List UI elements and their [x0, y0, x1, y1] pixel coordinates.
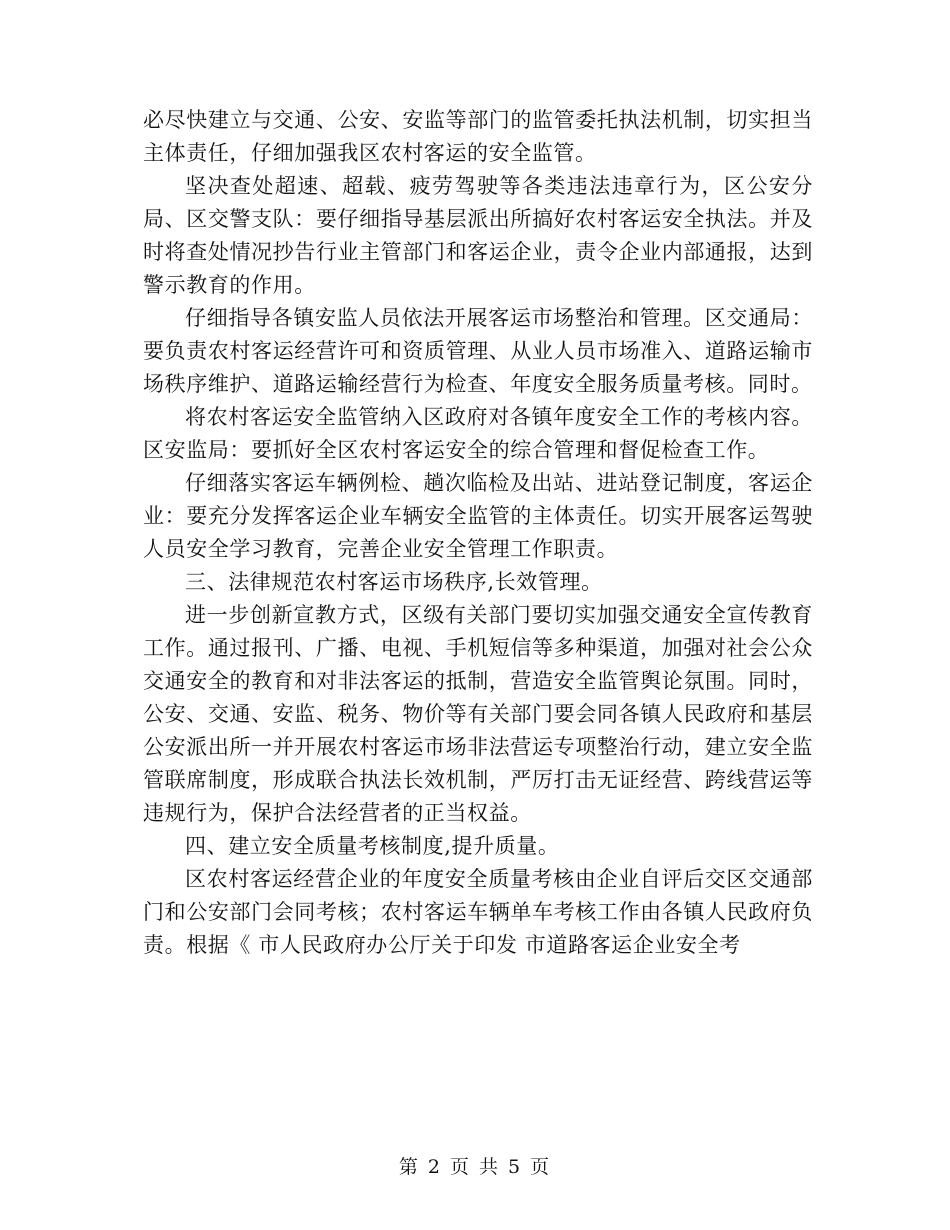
paragraph: 仔细落实客运车辆例检、趟次临检及出站、进站登记制度，客运企业：要充分发挥客运企业车辆安全监管的主体责任。切实开展客运驾驶人员安全学习教育，完善企业安全管理工作职责。	[143, 471, 813, 561]
section-heading: 三、法律规范农村客运市场秩序,长效管理。	[185, 570, 603, 594]
paragraph: 将农村客运安全监管纳入区政府对各镇年度安全工作的考核内容。区安监局：要抓好全区农村客运安全的综合管理和督促检查工作。	[143, 405, 813, 462]
paragraph: 必尽快建立与交通、公安、安监等部门的监管委托执法机制，切实担当主体责任，仔细加强我区农村客运的安全监管。	[143, 108, 813, 165]
paragraph: 仔细指导各镇安监人员依法开展客运市场整治和管理。区交通局：要负责农村客运经营许可和资质管理、从业人员市场准入、道路运输市场秩序维护、道路运输经营行为检查、年度安全服务质量考核。同时。	[143, 306, 813, 396]
paragraph: 区农村客运经营企业的年度安全质量考核由企业自评后交区交通部门和公安部门会同考核；农村客运车辆单车考核工作由各镇人民政府负责。根据《 市人民政府办公厅关于印发 市道路客运企业安全考	[143, 867, 813, 957]
paragraph: 进一步创新宣教方式，区级有关部门要切实加强交通安全宣传教育工作。通过报刊、广播、电视、手机短信等多种渠道，加强对社会公众交通安全的教育和对非法客运的抵制，营造安全监管舆论氛围。同时，公安、交通、安监、税务、物价等有关部门要会同各镇人民政府和基层公安派出所一并开展农村客运市场非法营运专项整治行动，建立安全监管联席制度，形成联合执法长效机制，严厉打击无证经营、跨线营运等违规行为，保护合法经营者的正当权益。	[143, 603, 813, 825]
document-body	[143, 104, 813, 962]
page-footer: 第 2 页 共 5 页	[398, 1156, 552, 1178]
paragraph: 坚决查处超速、超载、疲劳驾驶等各类违法违章行为，区公安分局、区交警支队：要仔细指导基层派出所搞好农村客运安全执法。并及时将查处情况抄告行业主管部门和客运企业，责令企业内部通报，达到警示教育的作用。	[143, 174, 813, 297]
section-heading: 四、建立安全质量考核制度,提升质量。	[185, 834, 560, 858]
